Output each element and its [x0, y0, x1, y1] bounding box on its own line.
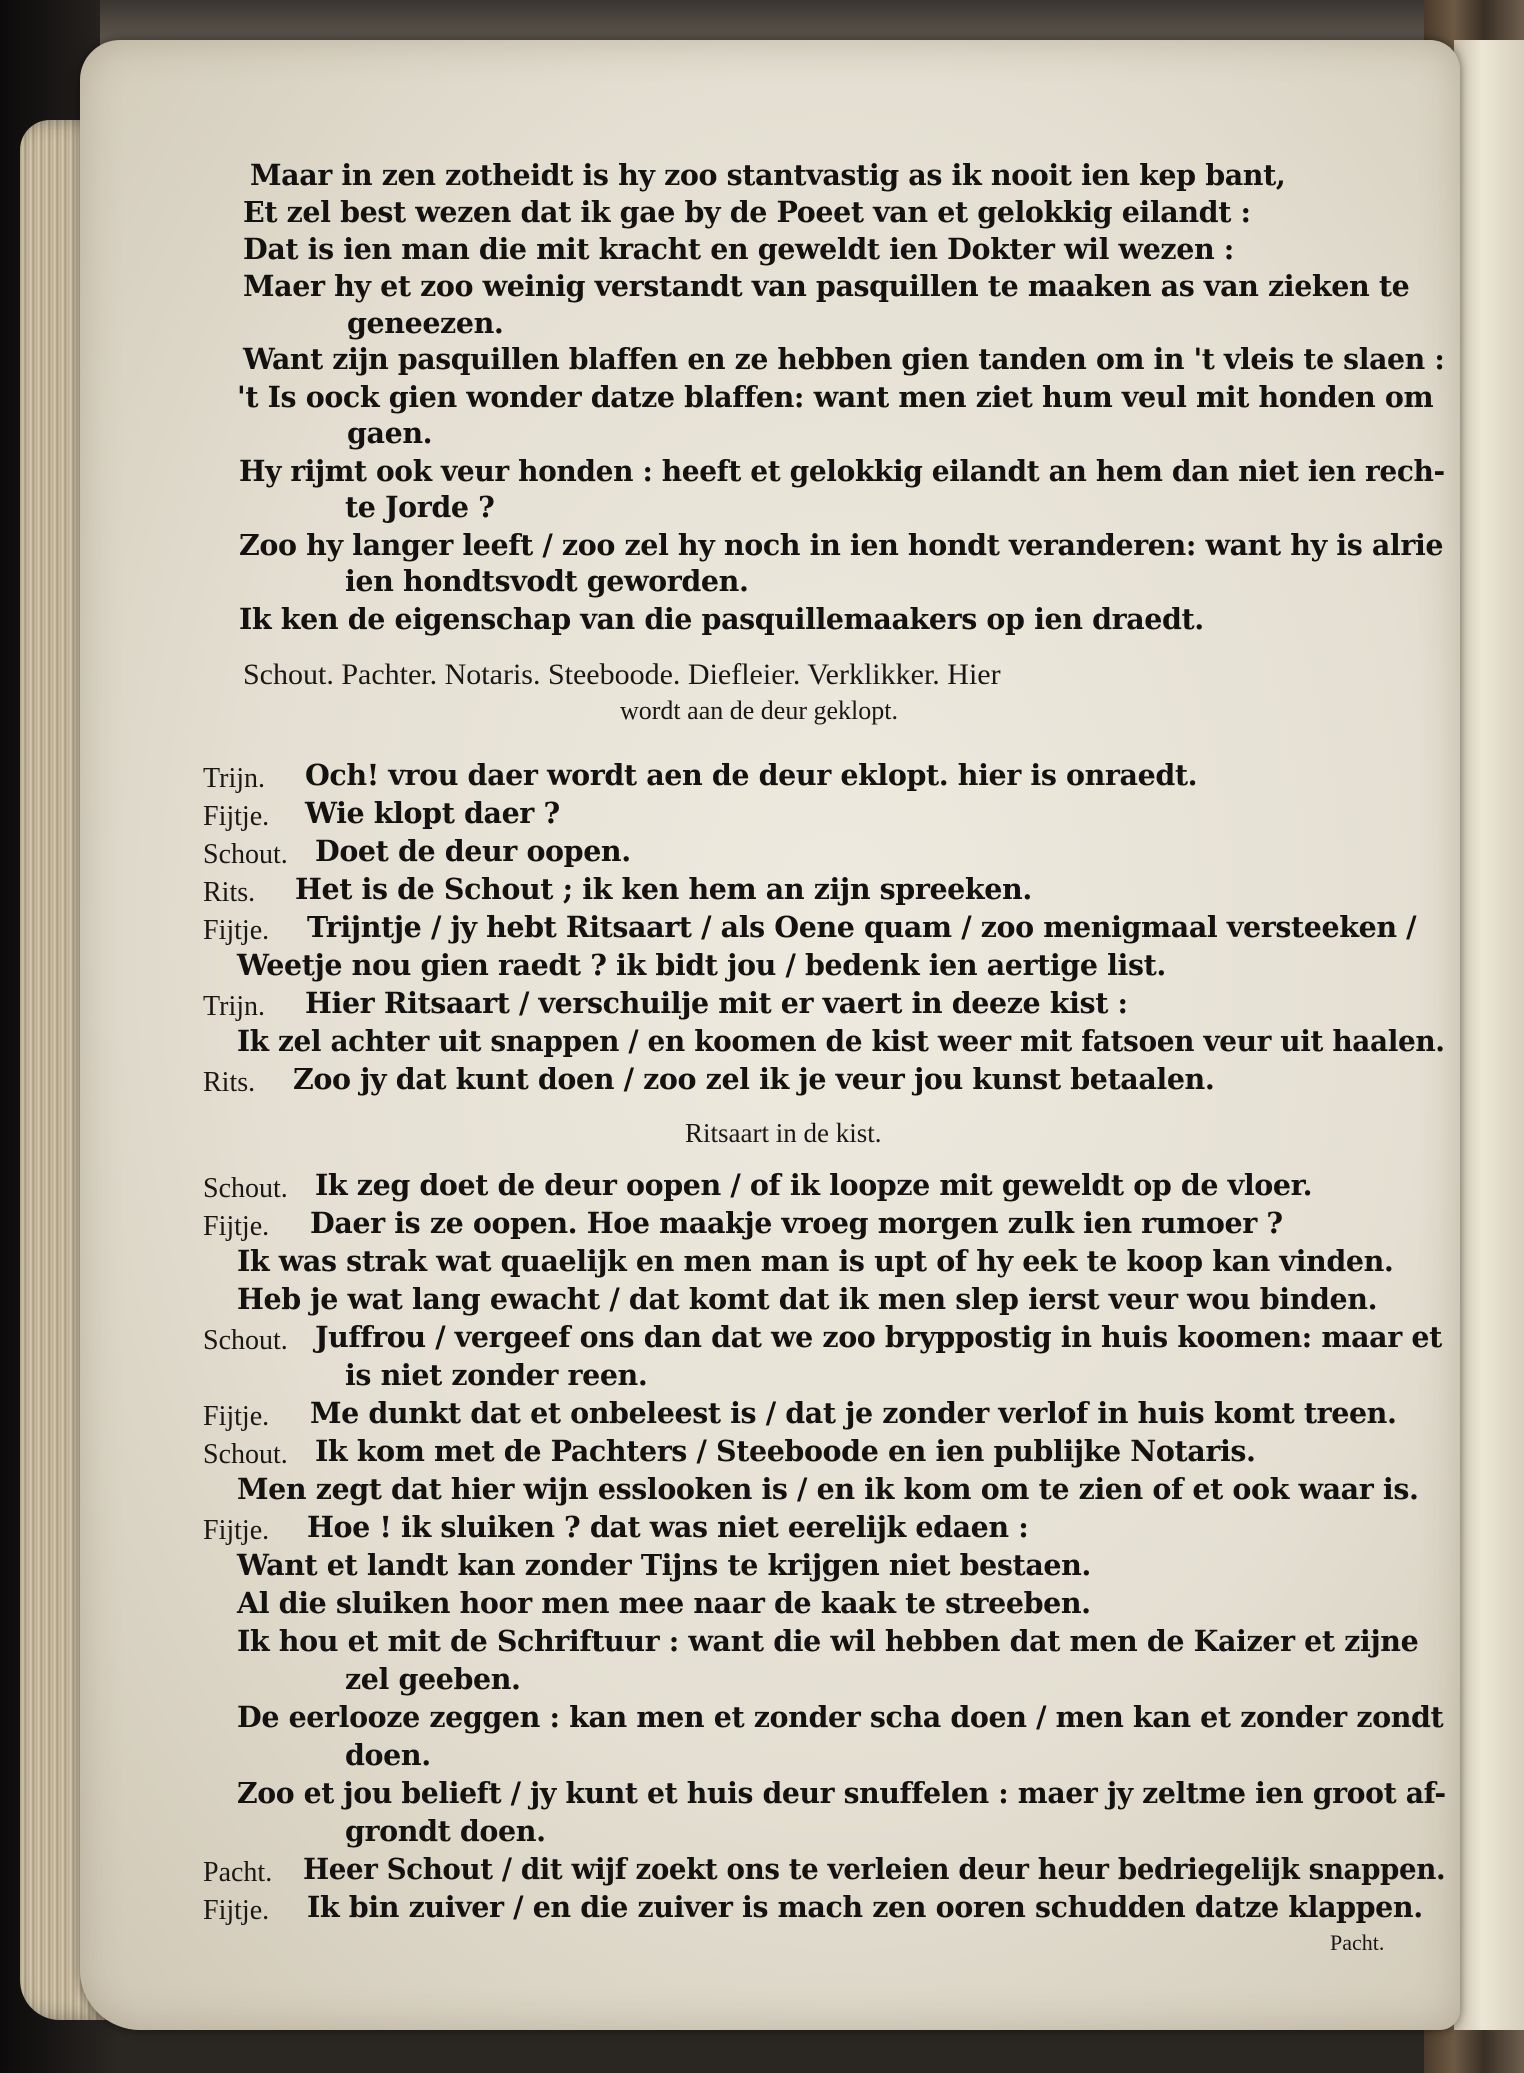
- dialogue-line: Hoe ! ik sluiken ? dat was niet eerelijk edaen :: [307, 1510, 1029, 1544]
- dialogue-line: Ik kom met de Pachters / Steeboode en ien publijke Notaris.: [315, 1434, 1256, 1468]
- stage-direction: Schout. Pachter. Notaris. Steeboode. Diefleier. Verklikker. Hier: [243, 658, 1001, 691]
- stage-direction: Ritsaart in de kist.: [685, 1118, 882, 1148]
- speaker-label: Rits.: [203, 877, 256, 908]
- text-line: Et zel best wezen dat ik gae by de Poeet van et gelokkig eilandt :: [243, 195, 1251, 229]
- dialogue-line: is niet zonder reen.: [345, 1358, 648, 1392]
- dialogue-line: Wie klopt daer ?: [305, 796, 560, 830]
- facing-page-edge: [1454, 40, 1524, 2030]
- text-line: Want zijn pasquillen blaffen en ze hebben gien tanden om in 't vleis te slaen :: [243, 342, 1445, 376]
- dialogue-line: Daer is ze oopen. Hoe maakje vroeg morgen zulk ien rumoer ?: [310, 1206, 1283, 1240]
- speaker-label: Fijtje.: [203, 1211, 270, 1242]
- dialogue-line: Ik zeg doet de deur oopen / of ik loopze mit geweldt op de vloer.: [315, 1168, 1313, 1202]
- speaker-label: Fijtje.: [203, 1895, 270, 1926]
- text-line: ien hondtsvodt geworden.: [345, 564, 749, 598]
- dialogue-line: grondt doen.: [345, 1814, 546, 1848]
- text-line: Zoo hy langer leeft / zoo zel hy noch in ien hondt veranderen: want hy is alrie: [239, 528, 1444, 562]
- dialogue-line: Want et landt kan zonder Tijns te krijgen niet bestaen.: [237, 1548, 1091, 1582]
- dialogue-line: Zoo et jou belieft / jy kunt et huis deur snuffelen : maer jy zeltme ien groot af-: [237, 1776, 1446, 1810]
- text-line: gaen.: [347, 416, 433, 450]
- dialogue-line: Het is de Schout ; ik ken hem an zijn spreeken.: [295, 872, 1032, 906]
- catchword: Pacht.: [1330, 1930, 1385, 1955]
- speaker-label: Schout.: [203, 1173, 288, 1204]
- speaker-label: Trijn.: [203, 991, 266, 1022]
- dialogue-line: Weetje nou gien raedt ? ik bidt jou / bedenk ien aertige list.: [237, 948, 1166, 982]
- text-line: Maar in zen zotheidt is hy zoo stantvastig as ik nooit ien kep bant,: [250, 158, 1286, 192]
- dialogue-line: Ik zel achter uit snappen / en koomen de kist weer mit fatsoen veur uit haalen.: [237, 1024, 1445, 1058]
- dialogue-line: Heb je wat lang ewacht / dat komt dat ik men slep ierst veur wou binden.: [237, 1282, 1378, 1316]
- dialogue-line: Trijntje / jy hebt Ritsaart / als Oene quam / zoo menigmaal versteeken /: [307, 910, 1417, 944]
- speaker-label: Pacht.: [203, 1857, 273, 1888]
- stage-direction: wordt aan de deur geklopt.: [620, 696, 898, 725]
- speaker-label: Schout.: [203, 839, 288, 870]
- dialogue-line: De eerlooze zeggen : kan men et zonder scha doen / men kan et zonder zondt: [237, 1700, 1444, 1734]
- text-line: geneezen.: [347, 306, 504, 340]
- dialogue-line: doen.: [345, 1738, 431, 1772]
- text-line: Maer hy et zoo weinig verstandt van pasquillen te maaken as van zieken te: [243, 269, 1410, 303]
- dialogue-line: Al die sluiken hoor men mee naar de kaak te streeben.: [237, 1586, 1091, 1620]
- dialogue-line: Ik hou et mit de Schriftuur : want die wil hebben dat men de Kaizer et zijne: [237, 1624, 1419, 1658]
- speaker-label: Fijtje.: [203, 1515, 270, 1546]
- text-line: 't Is oock gien wonder datze blaffen: want men ziet hum veul mit honden om: [237, 380, 1434, 414]
- text-line: Ik ken de eigenschap van die pasquillemaakers op ien draedt.: [239, 602, 1204, 636]
- dialogue-line: Doet de deur oopen.: [315, 834, 631, 868]
- speaker-label: Fijtje.: [203, 801, 270, 832]
- speaker-label: Fijtje.: [203, 1401, 270, 1432]
- speaker-label: Rits.: [203, 1067, 256, 1098]
- text-line: Dat is ien man die mit kracht en geweldt ien Dokter wil wezen :: [243, 232, 1234, 266]
- dialogue-line: Ik was strak wat quaelijk en men man is upt of hy eek te koop kan vinden.: [237, 1244, 1394, 1278]
- dialogue-line: Me dunkt dat et onbeleest is / dat je zonder verlof in huis komt treen.: [310, 1396, 1397, 1430]
- dialogue-line: Heer Schout / dit wijf zoekt ons te verleien deur heur bedriegelijk snappen.: [303, 1852, 1446, 1886]
- dialogue-line: Zoo jy dat kunt doen / zoo zel ik je veur jou kunst betaalen.: [293, 1062, 1215, 1096]
- dialogue-line: Och! vrou daer wordt aen de deur eklopt. hier is onraedt.: [305, 758, 1198, 792]
- dialogue-line: Ik bin zuiver / en die zuiver is mach zen ooren schudden datze klappen.: [307, 1890, 1423, 1924]
- text-line: Hy rijmt ook veur honden : heeft et gelokkig eilandt an hem dan niet ien rech-: [239, 454, 1445, 488]
- speaker-label: Trijn.: [203, 763, 266, 794]
- speaker-label: Fijtje.: [203, 915, 270, 946]
- text-line: te Jorde ?: [345, 490, 495, 524]
- dialogue-line: Men zegt dat hier wijn esslooken is / en ik kom om te zien of et ook waar is.: [237, 1472, 1419, 1506]
- speaker-label: Schout.: [203, 1325, 288, 1356]
- dialogue-line: Juffrou / vergeef ons dan dat we zoo bryppostig in huis koomen: maar et: [315, 1320, 1442, 1354]
- dialogue-line: Hier Ritsaart / verschuilje mit er vaert in deeze kist :: [305, 986, 1128, 1020]
- dialogue-line: zel geeben.: [345, 1662, 521, 1696]
- speaker-label: Schout.: [203, 1439, 288, 1470]
